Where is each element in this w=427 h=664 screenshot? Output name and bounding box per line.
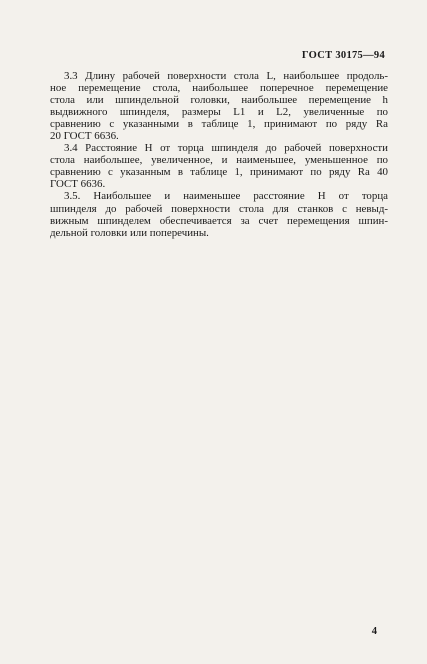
- text-line: вижным шпинделем обеспечивается за счет перемещения шпин-: [50, 214, 388, 227]
- page-number: 4: [371, 626, 377, 637]
- text-line: стола наибольшее, увеличенное, и наименьшее, уменьшенное по: [50, 154, 388, 167]
- text-line: 3.4 Расстояние H от торца шпинделя до рабочей поверхности: [64, 142, 388, 155]
- text-line: 3.5. Наибольшее и наименьшее расстояние H от торца: [64, 190, 388, 203]
- text-line: шпинделя до рабочей поверхности стола для станков с невыд-: [50, 202, 388, 215]
- paragraph-3-4: [50, 142, 388, 190]
- text-line: выдвижного шпинделя, размеры L1 и L2, увеличенные по: [50, 106, 388, 119]
- paragraph-3-3: [50, 70, 388, 142]
- text-line: сравнению с указанным в таблице 1, принимают по ряду Ra 40: [50, 166, 388, 179]
- text-line: ГОСТ 6636.: [50, 178, 106, 191]
- text-line: 3.3 Длину рабочей поверхности стола L, наибольшее продоль-: [64, 70, 388, 82]
- text-line: сравнению с указанными в таблице 1, принимают по ряду Ra: [50, 118, 388, 131]
- text-line: 20 ГОСТ 6636.: [50, 130, 119, 143]
- body-text: [50, 70, 388, 239]
- paragraph-3-5: [50, 190, 388, 238]
- standard-header: ГОСТ 30175—94: [301, 50, 385, 61]
- text-line: ное перемещение стола, наибольшее поперечное перемещение: [50, 82, 388, 95]
- text-line: дельной головки или поперечины.: [50, 226, 209, 239]
- text-line: стола или шпиндельной головки, наибольшее перемещение h: [50, 94, 388, 107]
